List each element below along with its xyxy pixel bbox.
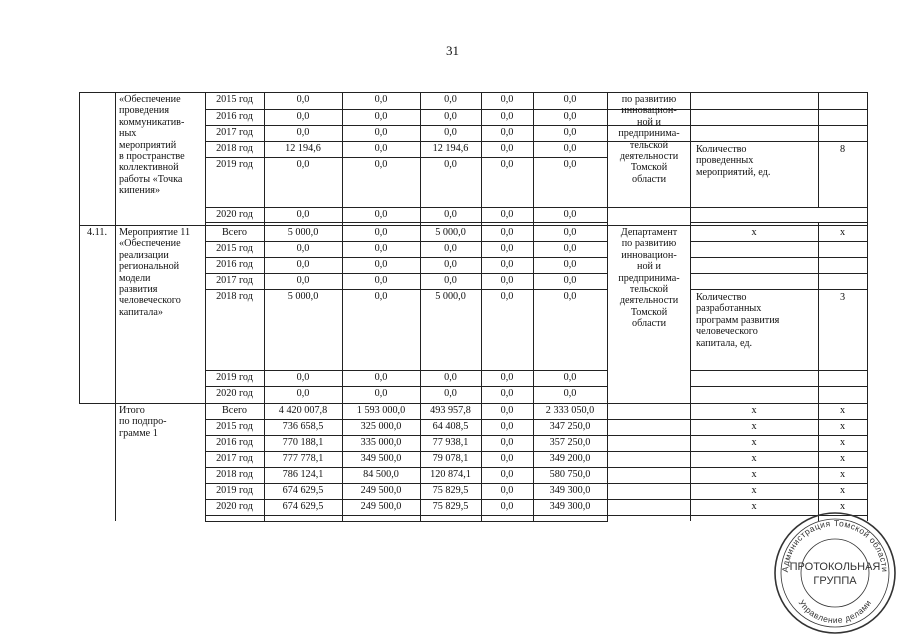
cell-value: 0,0 [500, 437, 514, 448]
cell-value: 0,0 [500, 291, 514, 302]
cell-value: 0,0 [374, 388, 388, 399]
year-label: Всего [222, 227, 247, 238]
cell-value: 357 250,0 [549, 437, 591, 448]
x-mark: х [839, 485, 846, 496]
table-rule [205, 370, 608, 371]
cell-value: 0,0 [500, 111, 514, 122]
table-rule [205, 257, 608, 258]
x-mark: х [751, 453, 757, 464]
cell-value: 0,0 [500, 485, 514, 496]
table-rule [205, 515, 868, 516]
cell-value: 0,0 [500, 259, 514, 270]
cell-value: 0,0 [374, 243, 388, 254]
table-rule [690, 370, 868, 371]
indicator-value: 3 [839, 292, 846, 303]
year-label: 2018 год [216, 469, 253, 480]
cell-value: 0,0 [444, 243, 457, 254]
x-mark: х [751, 437, 757, 448]
table-rule [79, 225, 868, 226]
cell-value: 0,0 [296, 111, 310, 122]
year-label: 2020 год [216, 209, 253, 220]
cell-value: 0,0 [374, 94, 388, 105]
cell-value: 120 874,1 [430, 469, 471, 480]
table-rule [205, 241, 608, 242]
indicator-name: Количество разработанных программ развития человеческого капитала, ед. [696, 292, 780, 349]
stamp-center-line2: ГРУППА [813, 575, 857, 587]
cell-value: 5 000,0 [287, 291, 319, 302]
row-number: 4.11. [87, 227, 107, 238]
x-mark: х [751, 405, 757, 416]
cell-value: 0,0 [296, 372, 310, 383]
table-rule [79, 403, 868, 404]
cell-value: 777 778,1 [282, 453, 324, 464]
cell-value: 2 333 050,0 [545, 405, 595, 416]
cell-value: 770 188,1 [282, 437, 324, 448]
cell-value: 0,0 [563, 243, 577, 254]
stamp-ring-top: Администрация Томской области [779, 517, 891, 573]
cell-value: 674 629,5 [282, 485, 324, 496]
cell-value: 0,0 [500, 243, 514, 254]
table-rule [205, 419, 868, 420]
cell-value: 1 593 000,0 [356, 405, 406, 416]
cell-value: 0,0 [500, 501, 514, 512]
year-label: 2018 год [216, 143, 253, 154]
cell-value: 0,0 [500, 209, 514, 220]
table-rule [690, 273, 868, 274]
year-label: 2017 год [216, 275, 253, 286]
x-mark: х [751, 421, 757, 432]
table-rule [79, 92, 80, 403]
table-rule [205, 483, 868, 484]
cell-value: 77 938,1 [432, 437, 469, 448]
cell-value: 4 420 007,8 [278, 405, 328, 416]
table-rule [205, 467, 868, 468]
cell-value: 0,0 [500, 127, 514, 138]
cell-value: 493 957,8 [430, 405, 471, 416]
cell-value: 349 300,0 [549, 501, 591, 512]
cell-value: 0,0 [374, 259, 388, 270]
cell-value: 0,0 [444, 127, 457, 138]
year-label: 2018 год [216, 291, 253, 302]
cell-value: 349 500,0 [360, 453, 402, 464]
table-rule [205, 435, 868, 436]
cell-value: 0,0 [563, 227, 577, 238]
x-mark: х [839, 437, 846, 448]
table-rule [205, 499, 868, 500]
x-mark: х [751, 501, 757, 512]
stamp-center-line1: ПРОТОКОЛЬНАЯ [789, 561, 881, 573]
table-rule [867, 92, 868, 521]
table-rule [690, 241, 868, 242]
year-label: 2019 год [216, 485, 253, 496]
indicator-name: Количество проведенных мероприятий, ед. [696, 144, 771, 178]
cell-value: 0,0 [563, 388, 577, 399]
table-rule [205, 141, 868, 142]
table-rule [79, 92, 868, 93]
cell-value: 0,0 [444, 372, 457, 383]
year-label: 2016 год [216, 437, 253, 448]
cell-value: 349 200,0 [549, 453, 591, 464]
year-label: 2015 год [216, 243, 253, 254]
year-label: 2019 год [216, 159, 253, 170]
cell-value: 347 250,0 [549, 421, 591, 432]
cell-value: 249 500,0 [360, 485, 402, 496]
cell-value: 12 194,6 [285, 143, 321, 154]
cell-value: 0,0 [563, 259, 577, 270]
cell-value: 0,0 [296, 275, 310, 286]
protocol-group-stamp [770, 508, 900, 638]
table-rule [690, 222, 868, 223]
cell-value: 786 124,1 [282, 469, 324, 480]
cell-value: 335 000,0 [360, 437, 402, 448]
cell-value: 0,0 [374, 227, 388, 238]
cell-value: 84 500,0 [363, 469, 399, 480]
cell-value: 0,0 [500, 143, 514, 154]
cell-value: 0,0 [444, 94, 457, 105]
cell-value: 0,0 [444, 209, 457, 220]
page-number: 31 [446, 43, 459, 58]
table-rule [205, 451, 868, 452]
cell-value: 0,0 [296, 159, 310, 170]
executor-name: по развитию инновацион- ной и предпринима- тельской деятельности Томской области [618, 94, 680, 185]
cell-value: 0,0 [563, 372, 577, 383]
cell-value: 0,0 [296, 243, 310, 254]
year-label: 2017 год [216, 127, 253, 138]
cell-value: 64 408,5 [432, 421, 469, 432]
x-mark: х [751, 485, 757, 496]
cell-value: 249 500,0 [360, 501, 402, 512]
cell-value: 0,0 [444, 259, 457, 270]
year-label: 2016 год [216, 259, 253, 270]
event-name: Мероприятие 11 «Обеспечение реализации региональной модели развития человеческого капитала» [119, 227, 191, 318]
cell-value: 0,0 [500, 372, 514, 383]
cell-value: 75 829,5 [432, 485, 469, 496]
cell-value: 0,0 [563, 94, 577, 105]
x-mark: х [751, 469, 757, 480]
cell-value: 349 300,0 [549, 485, 591, 496]
svg-text:Управление делами [797, 598, 874, 625]
cell-value: 0,0 [500, 405, 514, 416]
x-mark: х [839, 469, 846, 480]
cell-value: 0,0 [296, 94, 310, 105]
cell-value: 736 658,5 [282, 421, 324, 432]
cell-value: 0,0 [500, 421, 514, 432]
x-mark: х [839, 453, 846, 464]
cell-value: 0,0 [374, 159, 388, 170]
table-rule [205, 222, 608, 223]
cell-value: 0,0 [296, 259, 310, 270]
year-label: 2015 год [216, 421, 253, 432]
cell-value: 0,0 [374, 291, 388, 302]
executor-name: Департамент по развитию инновацион- ной и предпринима- тельской деятельности Томской области [618, 227, 680, 330]
cell-value: 0,0 [444, 275, 457, 286]
event-name: «Обеспечение проведения коммуникатив- ных мероприятий в пространстве коллективной работы «Точка кипения» [119, 94, 185, 197]
cell-value: 5 000,0 [435, 291, 466, 302]
year-label: Всего [222, 405, 247, 416]
table-rule [115, 92, 116, 521]
year-label: 2017 год [216, 453, 253, 464]
x-mark: х [839, 227, 846, 238]
table-rule [205, 157, 608, 158]
cell-value: 0,0 [500, 227, 514, 238]
table-rule [205, 386, 608, 387]
cell-value: 0,0 [500, 469, 514, 480]
table-rule [205, 109, 868, 110]
table-rule [690, 257, 868, 258]
cell-value: 0,0 [374, 275, 388, 286]
cell-value: 0,0 [563, 209, 577, 220]
cell-value: 0,0 [563, 111, 577, 122]
x-mark: х [839, 405, 846, 416]
cell-value: 0,0 [563, 143, 577, 154]
cell-value: 674 629,5 [282, 501, 324, 512]
cell-value: 5 000,0 [435, 227, 466, 238]
cell-value: 580 750,0 [549, 469, 591, 480]
table-rule [690, 386, 868, 387]
cell-value: 75 829,5 [432, 501, 469, 512]
cell-value: 0,0 [374, 372, 388, 383]
cell-value: 0,0 [500, 159, 514, 170]
table-rule [205, 521, 608, 522]
cell-value: 0,0 [563, 275, 577, 286]
total-label: Итого по подпро- грамме 1 [119, 405, 167, 439]
year-label: 2020 год [216, 501, 253, 512]
year-label: 2016 год [216, 111, 253, 122]
cell-value: 0,0 [444, 388, 457, 399]
table-rule [205, 273, 608, 274]
x-mark: х [839, 421, 846, 432]
cell-value: 0,0 [374, 127, 388, 138]
cell-value: 0,0 [444, 159, 457, 170]
year-label: 2015 год [216, 94, 253, 105]
x-mark: х [839, 501, 846, 512]
cell-value: 0,0 [296, 127, 310, 138]
cell-value: 0,0 [296, 209, 310, 220]
cell-value: 0,0 [500, 94, 514, 105]
cell-value: 0,0 [563, 159, 577, 170]
year-label: 2020 год [216, 388, 253, 399]
cell-value: 0,0 [444, 111, 457, 122]
table-rule [690, 289, 868, 290]
indicator-value: 8 [839, 144, 846, 155]
table-rule [205, 207, 868, 208]
cell-value: 325 000,0 [360, 421, 402, 432]
cell-value: 0,0 [296, 388, 310, 399]
cell-value: 0,0 [374, 111, 388, 122]
table-rule [205, 289, 608, 290]
table-rule [205, 125, 868, 126]
x-mark: х [751, 227, 757, 238]
cell-value: 0,0 [500, 388, 514, 399]
cell-value: 79 078,1 [432, 453, 469, 464]
cell-value: 5 000,0 [287, 227, 319, 238]
stamp-ring-bottom: Управление делами [796, 597, 874, 626]
cell-value: 0,0 [500, 453, 514, 464]
cell-value: 12 194,6 [432, 143, 469, 154]
cell-value: 0,0 [374, 209, 388, 220]
cell-value: 0,0 [563, 127, 577, 138]
cell-value: 0,0 [374, 143, 388, 154]
year-label: 2019 год [216, 372, 253, 383]
cell-value: 0,0 [563, 291, 577, 302]
cell-value: 0,0 [500, 275, 514, 286]
